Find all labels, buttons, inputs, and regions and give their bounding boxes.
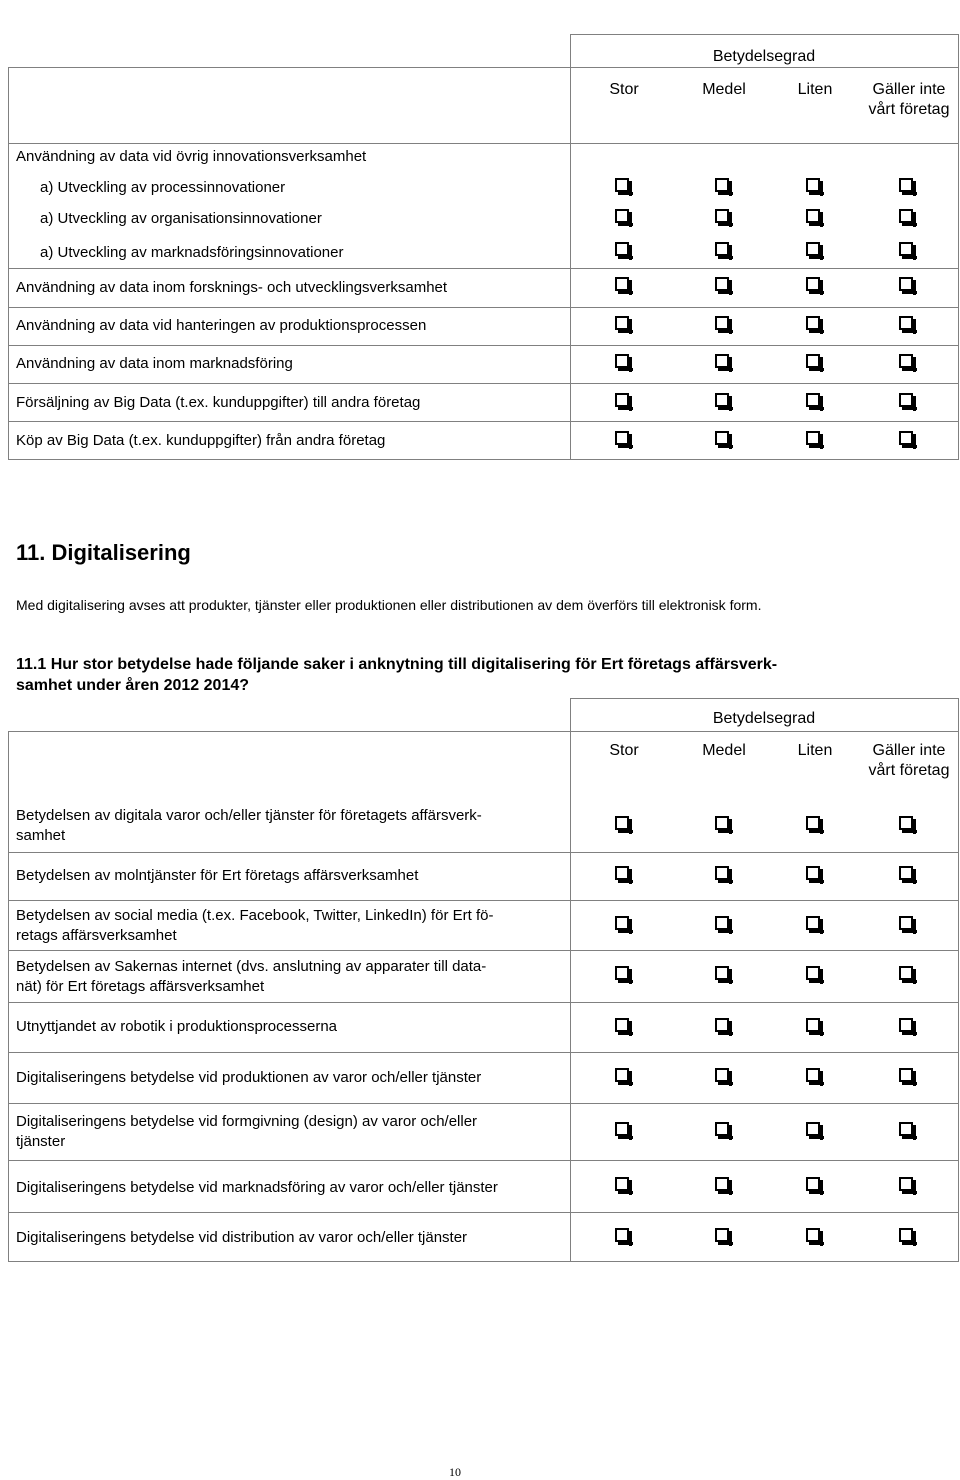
table1-row-label: a) Utveckling av marknadsföringsinnovationer <box>40 244 344 261</box>
checkbox-galler[interactable] <box>899 178 913 192</box>
checkbox-liten[interactable] <box>806 1018 820 1032</box>
checkbox-galler[interactable] <box>899 209 913 223</box>
checkbox-liten[interactable] <box>806 209 820 223</box>
checkbox-stor[interactable] <box>615 1177 629 1191</box>
table2-row-label: Utnyttjandet av robotik i produktionsprocesserna <box>16 1018 338 1035</box>
table1-row-label: a) Utveckling av organisationsinnovationer <box>40 210 322 227</box>
checkbox-liten[interactable] <box>806 1228 820 1242</box>
checkbox-stor[interactable] <box>615 916 629 930</box>
checkbox-medel[interactable] <box>715 916 729 930</box>
checkbox-liten[interactable] <box>806 966 820 980</box>
section-heading: 11. Digitalisering <box>16 540 191 565</box>
table1-row-label: Användning av data vid hanteringen av produktionsprocessen <box>16 317 427 334</box>
question-line-2: samhet under åren 2012 2014? <box>16 677 250 694</box>
checkbox-galler[interactable] <box>899 1177 913 1191</box>
table1-group-header: Betydelsegrad <box>712 48 816 65</box>
checkbox-stor[interactable] <box>615 1122 629 1136</box>
checkbox-stor[interactable] <box>615 966 629 980</box>
table2-row-label: Digitaliseringens betydelse vid produktionen av varor och/eller tjänster <box>16 1069 482 1086</box>
table1-row-label: Försäljning av Big Data (t.ex. kunduppgifter) till andra företag <box>16 394 421 411</box>
checkbox-galler[interactable] <box>899 866 913 880</box>
checkbox-stor[interactable] <box>615 178 629 192</box>
checkbox-medel[interactable] <box>715 1018 729 1032</box>
checkbox-galler[interactable] <box>899 816 913 830</box>
checkbox-stor[interactable] <box>615 1228 629 1242</box>
checkbox-galler[interactable] <box>899 354 913 368</box>
col-header-liten: Liten <box>797 742 833 759</box>
table1-row-label: Användning av data inom forsknings- och utvecklingsverksamhet <box>16 279 448 296</box>
checkbox-medel[interactable] <box>715 1177 729 1191</box>
checkbox-medel[interactable] <box>715 277 729 291</box>
checkbox-medel[interactable] <box>715 816 729 830</box>
checkbox-medel[interactable] <box>715 966 729 980</box>
table2-row-label: Betydelsen av molntjänster för Ert företags affärsverksamhet <box>16 867 419 884</box>
checkbox-medel[interactable] <box>715 242 729 256</box>
table2-row-label: Digitaliseringens betydelse vid distribution av varor och/eller tjänster <box>16 1229 468 1246</box>
checkbox-galler[interactable] <box>899 966 913 980</box>
col-header-medel: Medel <box>702 742 746 759</box>
checkbox-stor[interactable] <box>615 1018 629 1032</box>
table2-row-label: Betydelsen av social media (t.ex. Facebook, Twitter, LinkedIn) för Ert fö- retags affärsverksamhet <box>16 907 494 944</box>
checkbox-medel[interactable] <box>715 866 729 880</box>
checkbox-liten[interactable] <box>806 393 820 407</box>
checkbox-liten[interactable] <box>806 178 820 192</box>
checkbox-medel[interactable] <box>715 1122 729 1136</box>
checkbox-liten[interactable] <box>806 242 820 256</box>
table1-row-label: Köp av Big Data (t.ex. kunduppgifter) från andra företag <box>16 432 386 449</box>
checkbox-liten[interactable] <box>806 1122 820 1136</box>
col-header-liten: Liten <box>797 81 833 98</box>
question-line-1: 11.1 Hur stor betydelse hade följande saker i anknytning till digitalisering för Ert företags affärsverk- <box>16 656 778 673</box>
checkbox-liten[interactable] <box>806 866 820 880</box>
col-header-medel: Medel <box>702 81 746 98</box>
checkbox-liten[interactable] <box>806 354 820 368</box>
checkbox-liten[interactable] <box>806 916 820 930</box>
checkbox-galler[interactable] <box>899 277 913 291</box>
checkbox-galler[interactable] <box>899 1228 913 1242</box>
checkbox-liten[interactable] <box>806 1068 820 1082</box>
checkbox-medel[interactable] <box>715 209 729 223</box>
checkbox-galler[interactable] <box>899 1018 913 1032</box>
checkbox-liten[interactable] <box>806 1177 820 1191</box>
col-header-stor: Stor <box>609 742 639 759</box>
checkbox-liten[interactable] <box>806 277 820 291</box>
table2-row-label: Digitaliseringens betydelse vid marknadsföring av varor och/eller tjänster <box>16 1179 498 1196</box>
checkbox-liten[interactable] <box>806 816 820 830</box>
checkbox-galler[interactable] <box>899 393 913 407</box>
checkbox-liten[interactable] <box>806 316 820 330</box>
checkbox-stor[interactable] <box>615 1068 629 1082</box>
checkbox-galler[interactable] <box>899 431 913 445</box>
table1-row-label: Användning av data inom marknadsföring <box>16 355 293 372</box>
checkbox-stor[interactable] <box>615 209 629 223</box>
checkbox-stor[interactable] <box>615 316 629 330</box>
checkbox-medel[interactable] <box>715 1068 729 1082</box>
col-header-galler: Gäller inte vårt företag <box>868 742 950 779</box>
checkbox-galler[interactable] <box>899 242 913 256</box>
checkbox-stor[interactable] <box>615 354 629 368</box>
checkbox-medel[interactable] <box>715 1228 729 1242</box>
checkbox-stor[interactable] <box>615 242 629 256</box>
page-number: 10 <box>449 1465 461 1479</box>
table1-row-label: Användning av data vid övrig innovationsverksamhet <box>16 148 367 165</box>
checkbox-galler[interactable] <box>899 1122 913 1136</box>
checkbox-galler[interactable] <box>899 916 913 930</box>
table2-row-label: Digitaliseringens betydelse vid formgivning (design) av varor och/eller tjänster <box>16 1113 478 1150</box>
checkbox-liten[interactable] <box>806 431 820 445</box>
table2-row-label: Betydelsen av digitala varor och/eller tjänster för företagets affärsverk- samhet <box>16 807 482 844</box>
checkbox-medel[interactable] <box>715 178 729 192</box>
checkbox-medel[interactable] <box>715 393 729 407</box>
checkbox-medel[interactable] <box>715 354 729 368</box>
section-intro: Med digitalisering avses att produkter, tjänster eller produktionen eller distributionen av dem överförs till elektronisk form. <box>16 597 762 613</box>
checkbox-galler[interactable] <box>899 1068 913 1082</box>
table1-row-label: a) Utveckling av processinnovationer <box>40 179 286 196</box>
checkbox-stor[interactable] <box>615 866 629 880</box>
checkbox-stor[interactable] <box>615 277 629 291</box>
checkbox-galler[interactable] <box>899 316 913 330</box>
col-header-galler: Gäller inte vårt företag <box>868 81 950 118</box>
checkbox-medel[interactable] <box>715 316 729 330</box>
table2-row-label: Betydelsen av Sakernas internet (dvs. anslutning av apparater till data- nät) för Ert företags affärsverksamhet <box>16 958 487 995</box>
col-header-stor: Stor <box>609 81 639 98</box>
checkbox-stor[interactable] <box>615 393 629 407</box>
checkbox-medel[interactable] <box>715 431 729 445</box>
checkbox-stor[interactable] <box>615 431 629 445</box>
checkbox-stor[interactable] <box>615 816 629 830</box>
table2-group-header: Betydelsegrad <box>712 710 816 727</box>
